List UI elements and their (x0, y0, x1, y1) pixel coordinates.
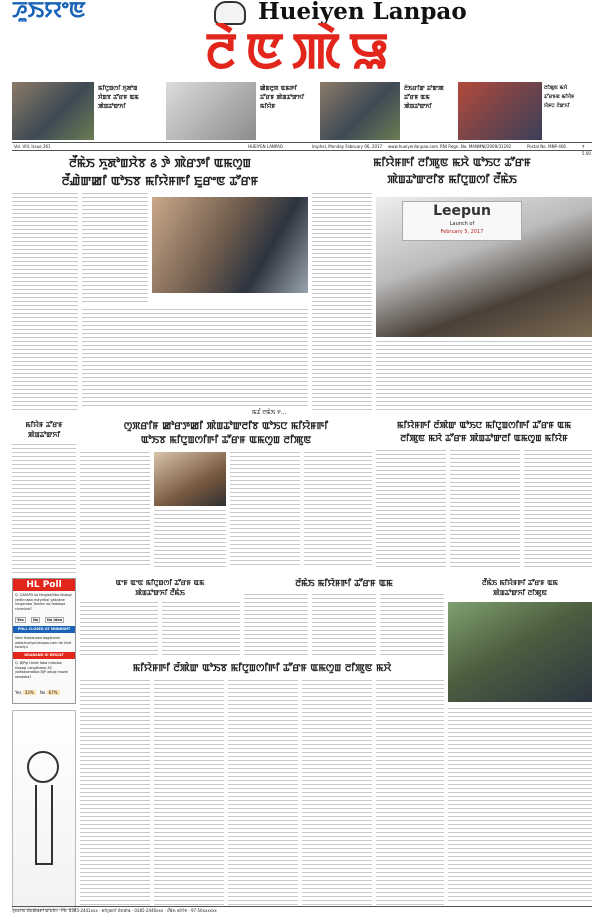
masthead-emblem-icon (214, 1, 246, 25)
mid-right-photo (448, 602, 592, 702)
right-lower-text (448, 708, 592, 904)
top-story-2[interactable] (260, 84, 318, 111)
center-headline-1: ꯑꯦꯝ ꯑꯦꯟ ꯃꯤꯅꯨꯡꯁꯤ ꯊꯧꯔꯝ ꯑꯃ (115, 578, 205, 587)
top-story-1-line-1: ꯃꯤꯅꯨꯡꯁꯤ ꯈꯨꯗꯣꯡ (98, 85, 138, 92)
top-story-4-line-3: ꯌꯥꯝꯅ ꯂꯥꯛꯈꯤ (544, 103, 570, 109)
poll-vote-text[interactable]: Vote thadanaba bagatmek www.hueiyenlanpao.com da Visit toubiyu (15, 636, 71, 649)
long-strip-col-4 (302, 680, 372, 906)
long-strip-col-2 (154, 680, 224, 906)
long-strip-story[interactable] (80, 662, 444, 910)
dateline-date: Imphal, Monday February 06, 2017 (312, 144, 383, 149)
right-text-col-2 (376, 341, 592, 411)
poll-result-yes-pct: 33% (24, 690, 34, 695)
top-story-1[interactable] (98, 84, 162, 111)
poll-question: Q. CAFAPD ka fanglakhiba khaagi yeitinnaba mayeikai yaibiane ningamba Tamlen da fadakpa chumbra? (15, 593, 72, 611)
second-text-col-1 (80, 452, 150, 568)
top-photo-3 (320, 82, 400, 140)
long-strip-col-5 (376, 680, 444, 906)
dateline-vol: Vol. VIII, Issue 261 (14, 144, 51, 149)
third-headline-2: ꯂꯤꯄꯨꯟ ꯃꯆꯥ ꯊꯧꯔꯝ ꯄꯥꯡꯊꯣꯛꯂꯤ ꯑꯃꯁꯨꯡ ꯃꯤꯌꯥꯝ (400, 434, 568, 444)
dateline-bar (12, 142, 592, 156)
third-story[interactable] (376, 420, 592, 572)
mid-right-story[interactable] (448, 578, 592, 704)
third-text-col-3 (524, 450, 592, 568)
right-headline-1: ꯃꯤꯌꯥꯝꯒꯤ ꯂꯤꯄꯨꯟ ꯃꯆꯥ ꯑꯣꯏꯅ ꯊꯧꯔꯝ (373, 156, 531, 169)
dateline-reg: RNI Regn. No. MANMNI/2009/31292 (440, 144, 512, 149)
top-story-3-line-2: ꯊꯧꯔꯝ ꯑꯃ (404, 94, 430, 101)
long-strip-col-1 (80, 680, 150, 906)
top-photo-4 (458, 82, 542, 140)
second-text-col-2 (230, 452, 300, 568)
second-photo (154, 452, 226, 506)
lead-text-col-1 (12, 193, 78, 411)
top-story-3-line-3: ꯄꯥꯡꯊꯣꯛꯈꯤ (404, 103, 432, 110)
left-column-text (12, 444, 76, 574)
second-headline-1: ꯁꯨꯞꯔꯤꯝ ꯀꯣꯔꯇꯀꯤ ꯄꯥꯡꯊꯣꯛꯂꯤꯕ ꯑꯣꯏꯅ ꯃꯤꯌꯥꯝꯒꯤ (123, 421, 329, 432)
third-text-col-1 (376, 450, 446, 568)
poll-option-no[interactable]: No (33, 618, 39, 622)
lead-story[interactable] (12, 153, 308, 416)
center-text-col-2 (162, 602, 240, 656)
poll-result-no-label: No (39, 690, 46, 695)
poll-result-row (15, 689, 73, 697)
top-story-3-line-1: ꯂꯥꯏꯔꯤꯛ ꯊꯣꯛꯄ (404, 85, 444, 92)
top-story-2-line-3: ꯃꯤꯌꯥꯝ (260, 103, 276, 110)
poll-closed-label: POLL CLOSED AT MIDNIGHT (13, 626, 75, 633)
right-banner (402, 201, 522, 241)
right-story[interactable] (312, 153, 592, 416)
top-story-4-line-2: ꯊꯧꯔꯝꯗ ꯃꯤꯌꯥꯝ (544, 94, 575, 100)
brand-script: ꯍꯨꯏꯌꯦꯟ (12, 0, 86, 23)
right-banner-date: February 5, 2017 (440, 229, 484, 235)
third-text-col-2 (450, 450, 520, 568)
cartoon-body-icon (35, 785, 53, 865)
left-column[interactable] (12, 420, 76, 576)
top-photo-1 (12, 82, 94, 140)
poll-options (15, 617, 73, 624)
poll-option-yes[interactable]: Yes (17, 618, 24, 622)
dateline-price: ₹ 5.00 (582, 144, 591, 156)
lead-more-link[interactable]: ꯃꯊꯪ ꯂꯃꯥꯏ ꯵... (252, 409, 287, 416)
lead-headline-1: ꯂꯩꯃꯥꯏ ꯈꯨꯗꯣꯡꯆꯥꯕ ꯴ ꯇꯥ ꯄꯥꯔꯇꯤ ꯑꯃꯁꯨꯡ (69, 156, 251, 170)
top-story-4-line-1: ꯂꯤꯄꯨꯟ ꯃꯆꯥ (544, 85, 568, 91)
poll-option-noidea[interactable]: No Idea (47, 618, 63, 622)
center-story[interactable] (80, 578, 240, 658)
top-story-2-line-2: ꯊꯧꯔꯝ ꯄꯥꯡꯊꯣꯛꯈꯤ (260, 94, 305, 101)
top-story-2-line-1: ꯀꯥꯡꯂꯨꯞ ꯑꯃꯒꯤ (260, 85, 297, 92)
mid-headline: ꯂꯩꯃꯥꯏ ꯃꯤꯌꯥꯝꯒꯤ ꯊꯧꯔꯝ ꯑꯃ (295, 579, 393, 589)
hl-poll-box[interactable] (12, 578, 76, 704)
masthead-title: ꯂꯥꯟꯄꯥꯎ (205, 23, 397, 79)
brand-latin: Hueiyen Lanpao (258, 0, 467, 25)
mid-right-headline-1: ꯂꯩꯃꯥꯏ ꯃꯤꯌꯥꯝꯒꯤ ꯊꯧꯔꯝ ꯑꯃ (482, 578, 558, 587)
poll-result-label: NGARANG GI RESULT (13, 652, 75, 659)
lead-photo (152, 197, 308, 293)
top-story-4[interactable] (544, 84, 592, 111)
right-text-col-1 (312, 193, 372, 411)
mid-text-col-2 (312, 594, 376, 656)
center-text-col-1 (80, 602, 158, 656)
left-column-headline-1: ꯃꯤꯌꯥꯝ ꯊꯧꯔꯝ (25, 420, 63, 429)
top-story-1-line-2: ꯆꯥꯡꯕ ꯊꯧꯔꯝ ꯑꯃ (98, 94, 139, 101)
third-headline-1: ꯃꯤꯌꯥꯝꯒꯤ ꯂꯩꯄꯥꯛ ꯑꯣꯏꯅ ꯃꯤꯅꯨꯡꯁꯤꯒꯤ ꯊꯧꯔꯝ ꯑꯃ (396, 421, 572, 431)
right-banner-sub: Launch of (449, 221, 475, 227)
top-photo-2 (166, 82, 256, 140)
right-banner-title: Leepun (433, 203, 491, 219)
right-headline-2: ꯄꯥꯡꯊꯣꯛꯂꯤꯕ ꯃꯤꯅꯨꯡꯁꯤ ꯂꯩꯃꯥꯏ (387, 173, 517, 186)
center-headline-2: ꯄꯥꯡꯊꯣꯛꯈꯤ ꯂꯩꯃꯥꯏ (135, 588, 185, 597)
top-story-3[interactable] (404, 84, 454, 111)
lead-text-col-2 (82, 193, 148, 303)
second-text-col-3 (304, 452, 372, 568)
dateline-postal: Postal No. MNP-406 (527, 144, 566, 149)
mid-text-col-1 (244, 594, 308, 656)
top-stories-strip (12, 82, 592, 140)
long-strip-headline: ꯃꯤꯌꯥꯝꯒꯤ ꯂꯩꯄꯥꯛ ꯑꯣꯏꯕ ꯃꯤꯅꯨꯡꯁꯤꯒꯤ ꯊꯧꯔꯝ ꯑꯃꯁꯨꯡ ꯂꯤꯄꯨꯟ ꯃꯆꯥ (132, 663, 392, 674)
lead-headline-2: ꯂꯩꯉꯥꯛꯀꯤ ꯑꯣꯏꯕ ꯃꯤꯌꯥꯝꯒꯤ ꯐꯨꯔꯦꯟ ꯊꯧꯔꯝ (61, 174, 259, 188)
lead-text-col-3 (82, 309, 308, 409)
dateline-publisher: HUEIYEN LANPAO (248, 144, 283, 149)
second-story[interactable] (80, 420, 372, 572)
mid-text-col-3 (380, 594, 444, 656)
poll-result-no-pct: 67% (48, 690, 58, 695)
poll-result-yes-label: Yes (15, 690, 22, 695)
left-column-headline-2: ꯄꯥꯡꯊꯣꯛꯈꯤ (27, 430, 61, 439)
poll-result-question: Q. BJPgi ticket faba mikoiba khaagi Langthabal AC yaifaaberabba BJP adugi mawa sendaba? (15, 661, 68, 679)
cartoon-figure-icon (27, 751, 59, 783)
poll-title: HL Poll (13, 579, 75, 591)
second-headline-2: ꯑꯣꯏꯕ ꯃꯤꯅꯨꯡꯁꯤꯒꯤ ꯊꯧꯔꯝ ꯑꯃꯁꯨꯡ ꯂꯤꯄꯨꯟ (140, 435, 312, 446)
mid-story[interactable] (244, 578, 444, 658)
long-strip-col-3 (228, 680, 298, 906)
second-text-col-4 (154, 510, 226, 568)
footer-text: ꯍꯨꯏꯌꯦꯟ ꯂꯥꯟꯄꯥꯎꯒꯤ ꯑꯣꯐꯤꯁ · Ph: 0385-2441xxx · ꯃꯤꯅꯨꯡꯁꯤ ꯂꯥꯟꯄꯥꯎ · 0385-2440xxx · ꯂꯩꯃꯥꯏ ꯃꯤꯌꯥꯝ · 97-50xxxxxx (12, 908, 217, 913)
masthead (0, 0, 600, 82)
cartoon-illustration (12, 710, 76, 910)
dateline-website[interactable]: www.hueiyenlanpao.com (388, 144, 439, 149)
footer-bar (12, 906, 592, 915)
top-story-1-line-3: ꯄꯥꯡꯊꯣꯛꯈꯤ (98, 103, 126, 110)
mid-right-headline-2: ꯄꯥꯡꯊꯣꯛꯈꯤ ꯂꯤꯄꯨꯟ (492, 588, 547, 597)
